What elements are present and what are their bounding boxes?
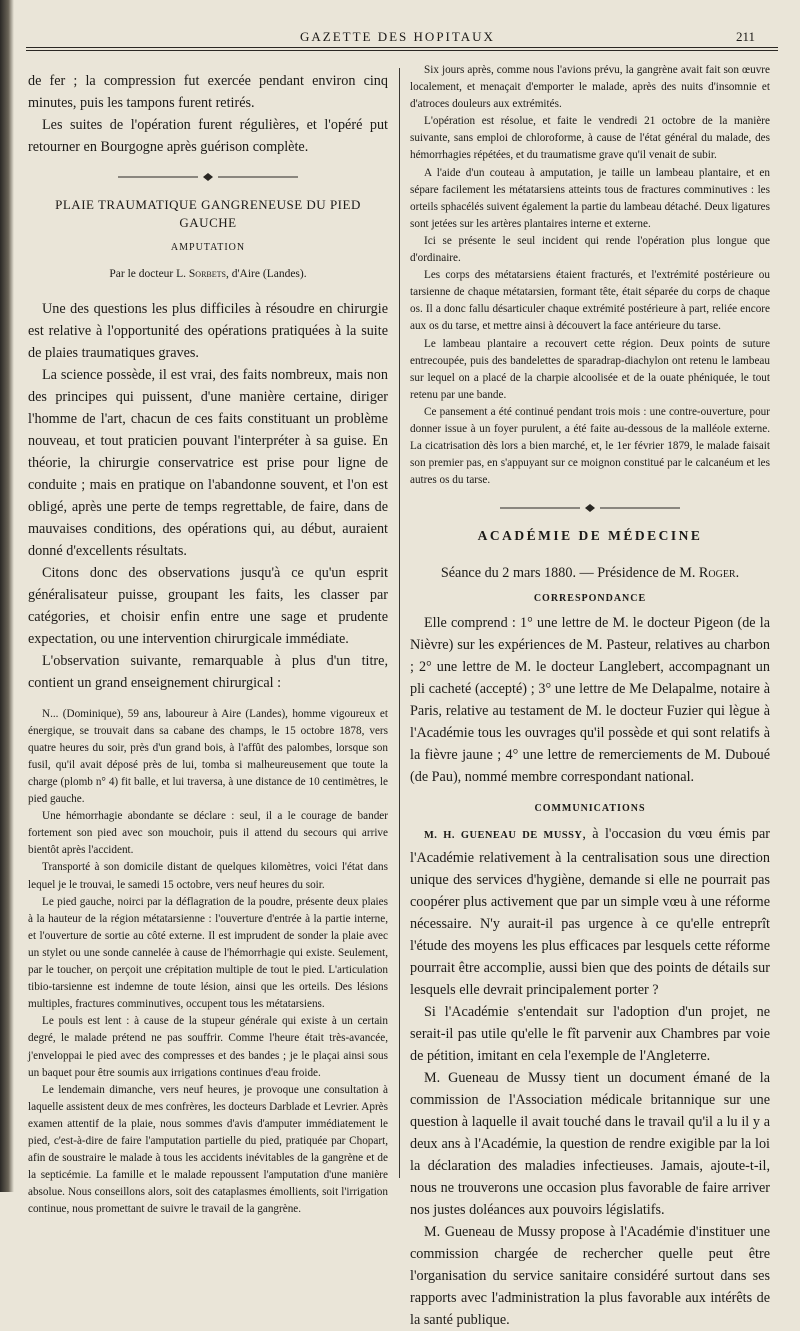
observation-paragraph: Le lendemain dimanche, vers neuf heures, je provoque une consultation à laquelle assistent deux de mes confrères, les docteurs Darblade et Levrier. Après examen attentif de la plaie, nous sommes d'avis d'amputer immédiatement le pied, c'est-à-dire de faire l'amputation partielle du pied, pratiquée par Chopart, afin de soustraire le malade à tous les accidents inévitables de la gangrène et de la septicémie. La famille et le malade repoussent l'amputation d'une manière absolue. Nous conseillons alors, soit des cataplasmes émollients, soit l'irrigation continue, nous promettant de suivre le travail de la gangrène. [28,1083,388,1216]
communications-heading: COMMUNICATIONS [534,803,646,815]
ornamental-divider [118,172,298,182]
page-binding-edge [0,0,14,1192]
body-paragraph: L'opération est résolue, et faite le vendredi 21 octobre de la manière suivante, sans emploi de chloroforme, à cause de l'état général du malade, des hémorrhagies répétées, et du traumatisme grave qu'il venait de subir. [410,115,770,162]
right-column [410,62,770,1331]
continued-paragraph: de fer ; la compression fut exercée pendant environ cinq minutes, puis les tampons furent retirés. [28,73,388,111]
page-number: 211 [736,29,756,44]
observation-paragraph: Le pouls est lent : à cause de la stupeur générale qui existe à un certain degré, le malade prétend ne pas souffrir. Comme l'heure était très-avancée, j'enveloppai le pied avec des compresses et des bandes ; je le plaçai ainsi sous un baquet pour être soumis aux irrigations continues d'eau froide. [28,1015,388,1079]
body-paragraph: Citons donc des observations jusqu'à ce qu'un esprit généralisateur puisse, groupant les faits, les classer par catégories, et choisir enfin entre une sage et prudente expectation, ou une intervention chirurgicale immédiate. [28,564,388,647]
body-paragraph: Une des questions les plus difficiles à résoudre en chirurgie est relative à l'opportunité des opérations pratiquées à la suite de plaies traumatiques graves. [28,300,388,361]
body-paragraph: La science possède, il est vrai, des faits nombreux, mais non des principes qui puissent, d'une manière certaine, diriger l'homme de l'art, chacun de ces faits constituant un problème nouveau, et tout praticien pouvant l'interpréter à sa guise. En théorie, la chirurgie conservatrice est prise pour ligne de conduite ; mais en pratique on l'abandonne souvent, et l'on est obligé, après une perte de temps regrettable, de faire, dans de mauvaises conditions, des opérations qui, au début, auraient donné d'excellents résultats. [28,366,388,559]
communication-paragraph: M. Gueneau de Mussy propose à l'Académie d'instituer une commission chargée de rechercher quelle peut être l'organisation du service sanitaire considéré surtout dans ses rapports avec l'administration la plus favorable aux intérêts de la santé publique. [410,1223,770,1328]
observation-paragraph: N... (Dominique), 59 ans, laboureur à Aire (Landes), homme vigoureux et énergique, se trouvait dans sa cabane des champs, le 15 octobre 1878, vers quatre heures du soir, près d'un grand bois, à l'affût des palombes, lorsque son fusil, qu'il avait déposé près de lui, tomba si malheureusement que toute la charge (plomb n° 4) fit balle, et lui traversa, à une distance de 10 centimètres, le pied gauche. [28,707,388,806]
column-divider [399,68,400,1178]
article-title: PLAIE TRAUMATIQUE GANGRENEUSE DU PIED GAUCHE [55,197,361,231]
correspondance-heading: CORRESPONDANCE [533,592,647,604]
article-byline: Par le docteur L. Sorbets, d'Aire (Landes). [109,268,307,281]
left-column [28,70,388,1218]
speaker-name: M. H. GUENEAU DE MUSSY [424,829,583,841]
communication-paragraph: Si l'Académie s'entendait sur l'adoption d'un projet, ne serait-il pas utile qu'elle le fît parvenir aux Chambres par voie de pétition, imitant en cela l'exemple de l'Angleterre. [410,1003,770,1064]
session-line: Séance du 2 mars 1880. — Présidence de M. Roger. [440,564,740,581]
body-paragraph: L'observation suivante, remarquable à plus d'un titre, contient un grand enseignement chirurgical : [28,652,388,691]
communication-paragraph: M. H. GUENEAU DE MUSSY, à l'occasion du vœu émis par l'Académie relativement à la centralisation sous une direction unique des services d'hygiène, demande si elle ne pourrait pas coopérer plus activement que par un simple vœu à une réforme nécessaire. N'y aurait-il pas urgence à ce qu'elle entreprît l'étude des moyens les plus efficaces par lesquels cette réforme pourrait être accomplie, aussi bien que des points de détails sur lesquels elle devrait principalement porter ? [410,825,770,998]
ornamental-divider [500,503,680,513]
running-header-title: GAZETTE DES HOPITAUX [300,29,495,44]
observation-paragraph: Transporté à son domicile distant de quelques kilomètres, voici l'état dans lequel je le trouvai, le samedi 15 octobre, vers neuf heures du soir. [28,861,388,891]
article-subtitle: AMPUTATION [170,241,246,253]
header-rule-inner [26,50,778,51]
body-paragraph: Le lambeau plantaire a recouvert cette région. Deux points de suture entrecoupée, puis des bandelettes de sparadrap-diachylon ont retenu le lambeau sur lequel on a placé de la charpie alcoolisée et de la ouate phéniquée, le tout retenu par une bande. [410,337,770,401]
body-paragraph: A l'aide d'un couteau à amputation, je taille un lambeau plantaire, et en sépare facilement les métatarsiens atteints tous de fractures comminutives : les orteils sphacélés suivent également la partie du lambeau détaché. Deux ligatures sont jetées sur les artères plantaires interne et externe. [410,166,770,230]
body-paragraph: Les corps des métatarsiens étaient fracturés, et l'extrémité postérieure ou tarsienne de chaque métatarsien, formant tête, était séparée du corps de chaque os. Il a donc fallu désarticuler chaque extrémité postérieure à part, reliée encore aux os du tarse, et mettre ainsi à découvert la face antérieure du tarse. [410,269,770,333]
header-rule [26,47,778,48]
correspondance-paragraph: Elle comprend : 1° une lettre de M. le docteur Pigeon (de la Nièvre) sur les expériences de M. Pasteur, relatives au charbon ; 2° une lettre de M. le docteur Langlebert, accompagnant un pli cacheté (accepté) ; 3° une lettre de Me Delapalme, notaire à Paris, relative au testament de M. le docteur Fuzier qui lègue à l'Académie tous les ouvrages qu'il possède et qui sont relatifs à la fièvre jaune ; 4° une lettre de remerciements de M. Duboué (de Pau), nommé membre correspondant national. [410,615,770,786]
observation-paragraph: Une hémorrhagie abondante se déclare : seul, il a le courage de bander fortement son pied avec son mouchoir, puis il attend du secours qui arrive bientôt après l'accident. [28,810,388,857]
body-paragraph: Six jours après, comme nous l'avions prévu, la gangrène avait fait son œuvre localement, et menaçait d'emporter le malade, après des nuits d'insomnie et d'atroces douleurs aux extrémités. [410,64,770,111]
body-paragraph: Ici se présente le seul incident qui rende l'opération plus longue que d'ordinaire. [410,234,770,265]
section-title: ACADÉMIE DE MÉDECINE [477,528,703,544]
continued-paragraph: Les suites de l'opération furent régulières, et l'opéré put retourner en Bourgogne après guérison complète. [28,117,388,155]
communication-paragraph: M. Gueneau de Mussy tient un document émané de la commission de l'Association médicale britannique sur une question à laquelle il avait touché dans le travail qu'il a lu il y a deux ans à l'Académie, la question de rendre exigible par la loi la déclaration des maladies infectieuses. Jamais, ajoute-t-il, nous ne trouverons une occasion plus favorable de faire arriver nos justes doléances aux pouvoirs législatifs. [410,1069,770,1218]
observation-paragraph: Le pied gauche, noirci par la déflagration de la poudre, présente deux plaies à la hauteur de la région métatarsienne : l'ouverture d'entrée à la partie interne, et l'ouverture de sortie au côté externe. Il est imprudent de sonder la plaie avec un stylet ou une sonde cannelée à cause de l'hémorrhagie qui existe. Seulement, par le toucher, on perçoit une crépitation multiple de tout le pied. L'articulation tibio-tarsienne est indemne de toute lésion, ainsi que les orteils. Des lésions multiples, fractures comminutives, occupent tous les métatarsiens. [28,895,388,1011]
body-paragraph: Ce pansement a été continué pendant trois mois : une contre-ouverture, pour donner issue à un foyer purulent, a été faite au-dessous de la malléole externe. La cicatrisation dès lors a bien marché, et, le 1er février 1879, le malade faisait son premier pas, en s'appuyant sur ce moignon constitué par le calcanéum et les autres os du tarse. [410,405,770,487]
